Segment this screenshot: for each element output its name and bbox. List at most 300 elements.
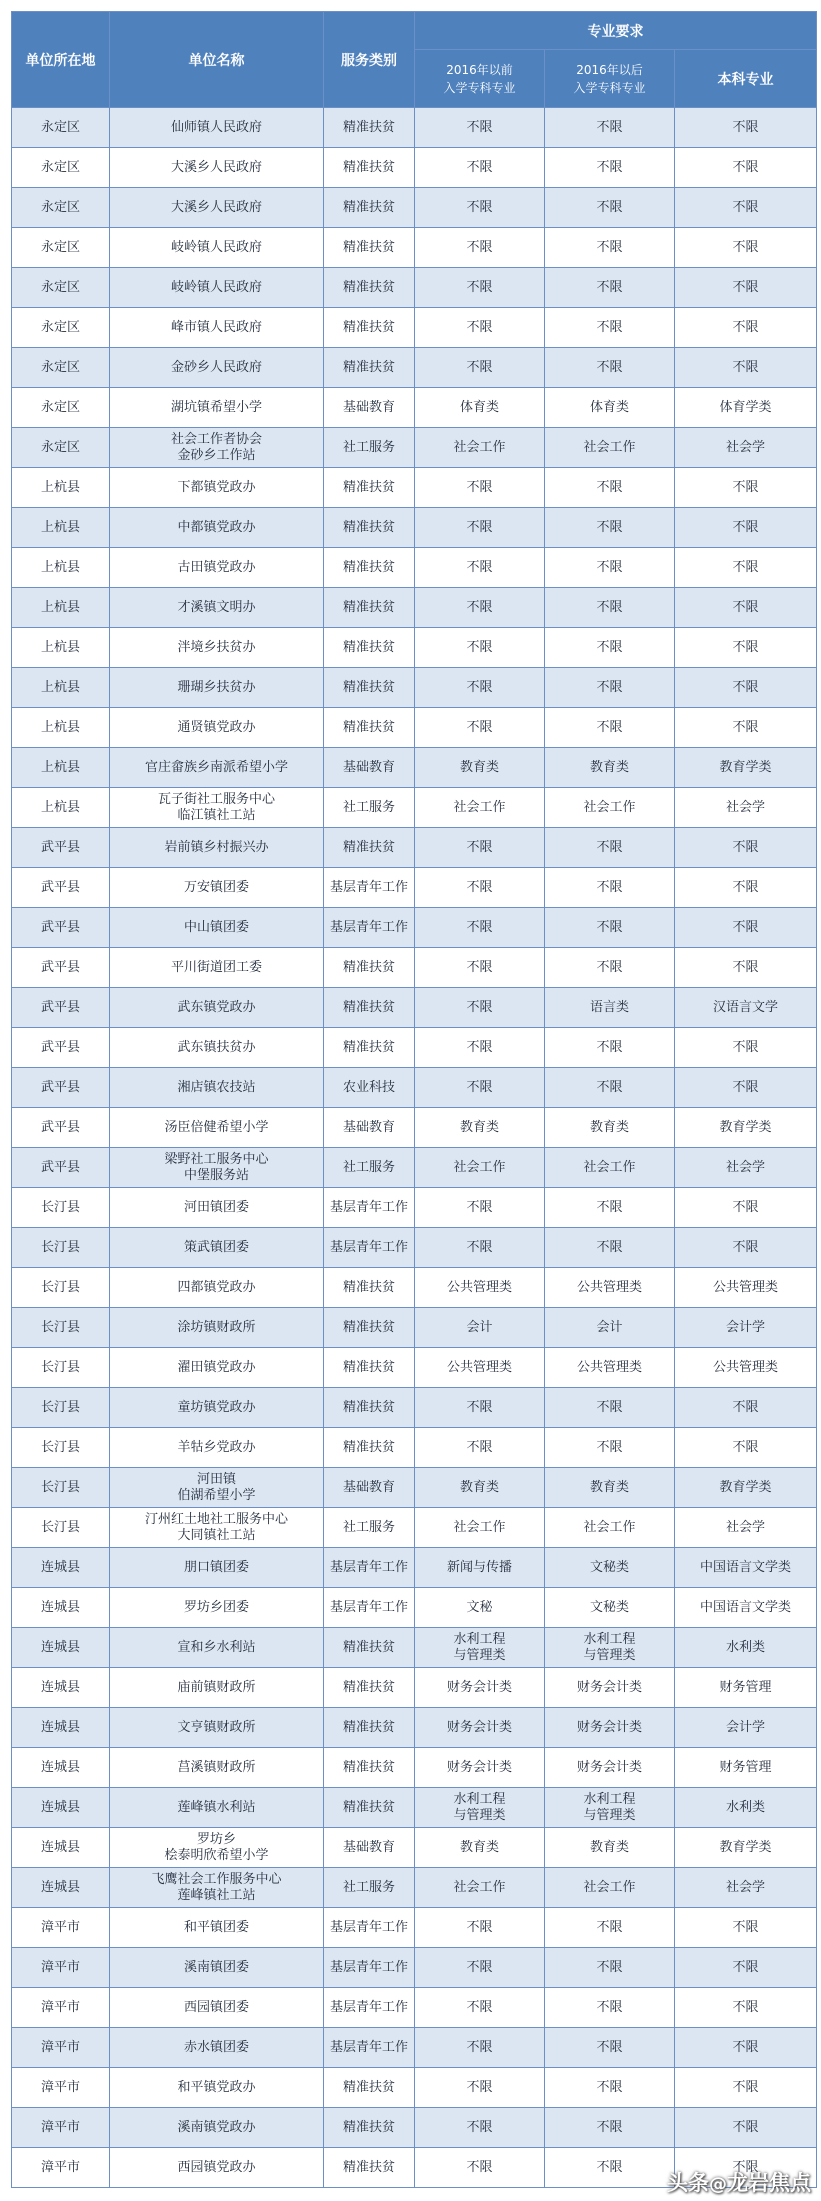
cell-location: 永定区 [12, 308, 110, 348]
cell-unit-name [110, 1868, 324, 1908]
cell-after-2016: 不限 [545, 548, 675, 588]
cell-location: 武平县 [12, 1028, 110, 1068]
cell-service-type: 精准扶贫 [324, 668, 415, 708]
cell-service-type: 社工服务 [324, 1868, 415, 1908]
watermark [667, 2167, 811, 2197]
cell-after-2016: 语言类 [545, 988, 675, 1028]
cell-location: 长汀县 [12, 1228, 110, 1268]
cell-before-2016: 不限 [415, 2068, 545, 2108]
cell-before-2016: 教育类 [415, 1468, 545, 1508]
cell-service-type: 精准扶贫 [324, 628, 415, 668]
cell-service-type: 基层青年工作 [324, 1988, 415, 2028]
cell-location: 连城县 [12, 1828, 110, 1868]
cell-before-2016: 文秘 [415, 1588, 545, 1628]
cell-after-2016: 不限 [545, 1388, 675, 1428]
cell-unit-name: 岐岭镇人民政府 [110, 228, 324, 268]
cell-unit-name: 文亨镇财政所 [110, 1708, 324, 1748]
cell-bachelor: 体育学类 [675, 388, 817, 428]
cell-after-2016: 公共管理类 [545, 1348, 675, 1388]
cell-location: 连城县 [12, 1668, 110, 1708]
cell-service-type: 精准扶贫 [324, 228, 415, 268]
cell-unit-name: 平川街道团工委 [110, 948, 324, 988]
cell-bachelor: 不限 [675, 188, 817, 228]
cell-service-type: 精准扶贫 [324, 1308, 415, 1348]
cell-after-2016: 教育类 [545, 1108, 675, 1148]
cell-service-type: 社工服务 [324, 788, 415, 828]
cell-service-type: 精准扶贫 [324, 2108, 415, 2148]
cell-before-2016: 社会工作 [415, 788, 545, 828]
cell-before-2016 [415, 1628, 545, 1668]
table-row [12, 1148, 817, 1188]
cell-bachelor: 教育学类 [675, 1828, 817, 1868]
cell-line: 瓦子街社工服务中心 [157, 791, 275, 807]
header-after-2016 [545, 50, 675, 108]
cell-service-type: 社工服务 [324, 428, 415, 468]
cell-unit-name: 涂坊镇财政所 [110, 1308, 324, 1348]
cell-location: 漳平市 [12, 2068, 110, 2108]
cell-before-2016: 不限 [415, 628, 545, 668]
cell-bachelor: 中国语言文学类 [675, 1588, 817, 1628]
cell-service-type: 精准扶贫 [324, 188, 415, 228]
watermark-name: 龙岩焦点 [727, 2171, 811, 2195]
cell-location: 漳平市 [12, 2108, 110, 2148]
cell-after-2016: 不限 [545, 2068, 675, 2108]
cell-service-type: 基层青年工作 [324, 1588, 415, 1628]
cell-unit-name: 莲峰镇水利站 [110, 1788, 324, 1828]
table-row [12, 1548, 817, 1588]
cell-before-2016: 社会工作 [415, 428, 545, 468]
cell-after-2016: 不限 [545, 908, 675, 948]
cell-before-2016: 不限 [415, 1988, 545, 2028]
cell-service-type: 精准扶贫 [324, 1788, 415, 1828]
cell-after-2016 [545, 1788, 675, 1828]
cell-unit-name [110, 788, 324, 828]
cell-before-2016: 不限 [415, 1428, 545, 1468]
cell-bachelor: 不限 [675, 628, 817, 668]
cell-unit-name: 罗坊乡团委 [110, 1588, 324, 1628]
cell-unit-name: 岩前镇乡村振兴办 [110, 828, 324, 868]
cell-after-2016: 不限 [545, 268, 675, 308]
cell-service-type: 基层青年工作 [324, 1948, 415, 1988]
table-row [12, 1348, 817, 1388]
cell-service-type: 基层青年工作 [324, 1548, 415, 1588]
cell-after-2016: 社会工作 [545, 1868, 675, 1908]
cell-bachelor: 不限 [675, 1908, 817, 1948]
cell-location: 长汀县 [12, 1268, 110, 1308]
cell-service-type: 基层青年工作 [324, 908, 415, 948]
cell-location: 武平县 [12, 1068, 110, 1108]
cell-bachelor: 不限 [675, 2068, 817, 2108]
cell-after-2016: 不限 [545, 108, 675, 148]
cell-location: 上杭县 [12, 588, 110, 628]
cell-service-type: 精准扶贫 [324, 308, 415, 348]
table-row [12, 1948, 817, 1988]
cell-unit-name: 四都镇党政办 [110, 1268, 324, 1308]
cell-unit-name [110, 1508, 324, 1548]
cell-after-2016: 教育类 [545, 748, 675, 788]
cell-after-2016: 不限 [545, 1988, 675, 2028]
cell-after-2016: 不限 [545, 828, 675, 868]
cell-location: 武平县 [12, 948, 110, 988]
cell-before-2016: 不限 [415, 2108, 545, 2148]
cell-before-2016: 教育类 [415, 748, 545, 788]
table-row [12, 1028, 817, 1068]
cell-before-2016: 不限 [415, 228, 545, 268]
cell-bachelor: 不限 [675, 908, 817, 948]
cell-line: 莲峰镇社工站 [177, 1887, 256, 1903]
cell-bachelor: 不限 [675, 868, 817, 908]
table-row [12, 1788, 817, 1828]
table-container [11, 11, 816, 2188]
cell-location: 武平县 [12, 988, 110, 1028]
cell-unit-name: 湖坑镇希望小学 [110, 388, 324, 428]
cell-location: 漳平市 [12, 1988, 110, 2028]
cell-service-type: 基础教育 [324, 1108, 415, 1148]
table-row [12, 1508, 817, 1548]
cell-line: 与管理类 [453, 1807, 506, 1823]
table-row [12, 1748, 817, 1788]
cell-after-2016: 教育类 [545, 1468, 675, 1508]
cell-after-2016: 不限 [545, 2148, 675, 2188]
cell-location: 漳平市 [12, 2148, 110, 2188]
cell-service-type: 精准扶贫 [324, 1748, 415, 1788]
table-row [12, 1828, 817, 1868]
cell-service-type: 精准扶贫 [324, 828, 415, 868]
cell-location: 永定区 [12, 148, 110, 188]
cell-bachelor: 不限 [675, 2028, 817, 2068]
header-unit-name: 单位名称 [110, 12, 324, 108]
table-row [12, 628, 817, 668]
table-row [12, 828, 817, 868]
cell-after-2016: 不限 [545, 228, 675, 268]
cell-service-type: 基层青年工作 [324, 1908, 415, 1948]
cell-line: 河田镇 [196, 1471, 236, 1487]
cell-bachelor: 不限 [675, 108, 817, 148]
cell-bachelor: 汉语言文学 [675, 988, 817, 1028]
watermark-prefix: 头条 [667, 2171, 709, 2195]
cell-unit-name: 才溪镇文明办 [110, 588, 324, 628]
cell-service-type: 精准扶贫 [324, 1428, 415, 1468]
table-row [12, 228, 817, 268]
cell-unit-name: 和平镇团委 [110, 1908, 324, 1948]
cell-unit-name: 溪南镇党政办 [110, 2108, 324, 2148]
cell-before-2016: 新闻与传播 [415, 1548, 545, 1588]
cell-unit-name: 童坊镇党政办 [110, 1388, 324, 1428]
cell-location: 长汀县 [12, 1388, 110, 1428]
cell-line: 罗坊乡 [196, 1831, 236, 1847]
cell-unit-name: 金砂乡人民政府 [110, 348, 324, 388]
cell-unit-name: 岐岭镇人民政府 [110, 268, 324, 308]
cell-bachelor: 不限 [675, 668, 817, 708]
cell-bachelor: 不限 [675, 1388, 817, 1428]
cell-location: 漳平市 [12, 2028, 110, 2068]
cell-bachelor: 不限 [675, 1428, 817, 1468]
cell-bachelor: 不限 [675, 2108, 817, 2148]
cell-bachelor: 不限 [675, 468, 817, 508]
table-row [12, 988, 817, 1028]
cell-location: 武平县 [12, 1108, 110, 1148]
cell-after-2016 [545, 1628, 675, 1668]
cell-location: 连城县 [12, 1708, 110, 1748]
cell-service-type: 精准扶贫 [324, 1028, 415, 1068]
cell-after-2016: 不限 [545, 948, 675, 988]
cell-line: 水利工程 [453, 1631, 506, 1647]
cell-before-2016: 不限 [415, 2148, 545, 2188]
cell-bachelor: 财务管理 [675, 1668, 817, 1708]
cell-location: 漳平市 [12, 1948, 110, 1988]
header-before-2016-text: 2016年以前 入学专科专业 [443, 62, 516, 95]
cell-location: 上杭县 [12, 628, 110, 668]
cell-unit-name: 策武镇团委 [110, 1228, 324, 1268]
cell-after-2016: 社会工作 [545, 788, 675, 828]
table-row [12, 548, 817, 588]
cell-service-type: 基层青年工作 [324, 2028, 415, 2068]
cell-after-2016: 财务会计类 [545, 1748, 675, 1788]
cell-bachelor: 不限 [675, 828, 817, 868]
table-header [12, 12, 817, 108]
cell-line: 水利工程 [453, 1791, 506, 1807]
cell-unit-name: 汤臣倍健希望小学 [110, 1108, 324, 1148]
cell-before-2016 [415, 1788, 545, 1828]
cell-location: 武平县 [12, 828, 110, 868]
cell-before-2016: 财务会计类 [415, 1708, 545, 1748]
cell-before-2016: 不限 [415, 1228, 545, 1268]
cell-bachelor: 不限 [675, 508, 817, 548]
cell-before-2016: 不限 [415, 1388, 545, 1428]
cell-bachelor: 社会学 [675, 1868, 817, 1908]
header-bachelor: 本科专业 [675, 50, 817, 108]
table-row [12, 2028, 817, 2068]
cell-unit-name: 莒溪镇财政所 [110, 1748, 324, 1788]
cell-before-2016: 不限 [415, 1908, 545, 1948]
cell-service-type: 精准扶贫 [324, 348, 415, 388]
cell-unit-name: 羊牯乡党政办 [110, 1428, 324, 1468]
cell-before-2016: 不限 [415, 828, 545, 868]
cell-line: 与管理类 [583, 1647, 636, 1663]
cell-unit-name: 河田镇团委 [110, 1188, 324, 1228]
cell-before-2016: 不限 [415, 348, 545, 388]
cell-after-2016: 不限 [545, 868, 675, 908]
cell-unit-name: 赤水镇团委 [110, 2028, 324, 2068]
cell-after-2016: 不限 [545, 188, 675, 228]
cell-after-2016: 不限 [545, 148, 675, 188]
cell-after-2016: 不限 [545, 1908, 675, 1948]
table-row [12, 1268, 817, 1308]
cell-before-2016: 不限 [415, 108, 545, 148]
table-row [12, 428, 817, 468]
cell-before-2016: 不限 [415, 948, 545, 988]
cell-bachelor: 不限 [675, 1988, 817, 2028]
cell-after-2016: 不限 [545, 508, 675, 548]
cell-line: 水利工程 [583, 1791, 636, 1807]
cell-service-type: 精准扶贫 [324, 1268, 415, 1308]
cell-service-type: 基础教育 [324, 748, 415, 788]
cell-location: 长汀县 [12, 1348, 110, 1388]
cell-unit-name: 武东镇党政办 [110, 988, 324, 1028]
table-row [12, 2068, 817, 2108]
cell-service-type: 基础教育 [324, 1468, 415, 1508]
table-row [12, 1868, 817, 1908]
table-row [12, 1108, 817, 1148]
table-row [12, 148, 817, 188]
table-row [12, 948, 817, 988]
cell-line: 中堡服务站 [183, 1167, 249, 1183]
cell-service-type: 基层青年工作 [324, 1188, 415, 1228]
table-row [12, 588, 817, 628]
cell-before-2016: 不限 [415, 988, 545, 1028]
table-row [12, 2108, 817, 2148]
cell-location: 武平县 [12, 908, 110, 948]
cell-service-type: 精准扶贫 [324, 948, 415, 988]
table-row [12, 1708, 817, 1748]
cell-bachelor: 财务管理 [675, 1748, 817, 1788]
header-service-type: 服务类别 [324, 12, 415, 108]
cell-service-type: 基础教育 [324, 388, 415, 428]
cell-location: 长汀县 [12, 1188, 110, 1228]
table-row [12, 508, 817, 548]
table-row [12, 1588, 817, 1628]
cell-bachelor: 不限 [675, 2148, 817, 2188]
cell-after-2016: 不限 [545, 468, 675, 508]
cell-unit-name: 宣和乡水利站 [110, 1628, 324, 1668]
cell-before-2016: 社会工作 [415, 1508, 545, 1548]
cell-before-2016: 不限 [415, 908, 545, 948]
cell-bachelor: 不限 [675, 1948, 817, 1988]
cell-before-2016: 教育类 [415, 1108, 545, 1148]
cell-unit-name [110, 1468, 324, 1508]
cell-location: 长汀县 [12, 1508, 110, 1548]
cell-before-2016: 不限 [415, 308, 545, 348]
cell-unit-name: 珊瑚乡扶贫办 [110, 668, 324, 708]
cell-bachelor: 不限 [675, 348, 817, 388]
cell-service-type: 基层青年工作 [324, 868, 415, 908]
cell-before-2016: 财务会计类 [415, 1668, 545, 1708]
cell-line: 汀州红土地社工服务中心 [144, 1511, 288, 1527]
cell-service-type: 精准扶贫 [324, 1628, 415, 1668]
cell-service-type: 精准扶贫 [324, 148, 415, 188]
cell-location: 上杭县 [12, 668, 110, 708]
cell-location: 武平县 [12, 868, 110, 908]
cell-unit-name: 濯田镇党政办 [110, 1348, 324, 1388]
cell-after-2016: 不限 [545, 1068, 675, 1108]
cell-before-2016: 公共管理类 [415, 1268, 545, 1308]
cell-after-2016: 财务会计类 [545, 1668, 675, 1708]
cell-unit-name: 大溪乡人民政府 [110, 148, 324, 188]
cell-service-type: 精准扶贫 [324, 588, 415, 628]
cell-location: 连城县 [12, 1548, 110, 1588]
cell-location: 上杭县 [12, 788, 110, 828]
cell-line: 桧泰明欣希望小学 [164, 1847, 269, 1863]
header-before-2016 [415, 50, 545, 108]
table-row [12, 188, 817, 228]
header-after-2016-text: 2016年以后 入学专科专业 [573, 62, 646, 95]
cell-before-2016: 不限 [415, 1948, 545, 1988]
table-row [12, 1228, 817, 1268]
cell-bachelor: 教育学类 [675, 1468, 817, 1508]
cell-location: 上杭县 [12, 508, 110, 548]
table-row [12, 1668, 817, 1708]
cell-location: 永定区 [12, 228, 110, 268]
cell-bachelor: 不限 [675, 1188, 817, 1228]
cell-unit-name: 西园镇党政办 [110, 2148, 324, 2188]
cell-location: 永定区 [12, 188, 110, 228]
cell-before-2016: 社会工作 [415, 1148, 545, 1188]
cell-bachelor: 水利类 [675, 1628, 817, 1668]
cell-service-type: 精准扶贫 [324, 2068, 415, 2108]
cell-service-type: 精准扶贫 [324, 1668, 415, 1708]
cell-after-2016: 不限 [545, 628, 675, 668]
cell-before-2016: 公共管理类 [415, 1348, 545, 1388]
table-row [12, 1988, 817, 2028]
cell-before-2016: 不限 [415, 668, 545, 708]
table-row [12, 868, 817, 908]
cell-after-2016: 不限 [545, 2028, 675, 2068]
cell-unit-name: 西园镇团委 [110, 1988, 324, 2028]
cell-service-type: 精准扶贫 [324, 508, 415, 548]
cell-bachelor: 不限 [675, 228, 817, 268]
header-location: 单位所在地 [12, 12, 110, 108]
table-row [12, 1908, 817, 1948]
cell-before-2016: 不限 [415, 508, 545, 548]
cell-after-2016: 教育类 [545, 1828, 675, 1868]
cell-bachelor: 公共管理类 [675, 1268, 817, 1308]
cell-service-type: 基层青年工作 [324, 1228, 415, 1268]
cell-line: 社会工作者协会 [170, 431, 262, 447]
cell-location: 漳平市 [12, 1908, 110, 1948]
cell-before-2016: 不限 [415, 868, 545, 908]
cell-unit-name [110, 1148, 324, 1188]
cell-line: 临江镇社工站 [177, 807, 256, 823]
cell-unit-name: 古田镇党政办 [110, 548, 324, 588]
cell-after-2016: 不限 [545, 1228, 675, 1268]
cell-before-2016: 不限 [415, 468, 545, 508]
cell-location: 长汀县 [12, 1468, 110, 1508]
cell-bachelor: 不限 [675, 1068, 817, 1108]
cell-unit-name: 大溪乡人民政府 [110, 188, 324, 228]
cell-location: 永定区 [12, 268, 110, 308]
cell-unit-name: 泮境乡扶贫办 [110, 628, 324, 668]
cell-before-2016: 不限 [415, 1188, 545, 1228]
cell-unit-name: 中都镇党政办 [110, 508, 324, 548]
cell-after-2016: 不限 [545, 1428, 675, 1468]
cell-bachelor: 水利类 [675, 1788, 817, 1828]
cell-before-2016: 会计 [415, 1308, 545, 1348]
table-row [12, 348, 817, 388]
cell-after-2016: 体育类 [545, 388, 675, 428]
cell-after-2016: 社会工作 [545, 428, 675, 468]
cell-line: 与管理类 [583, 1807, 636, 1823]
cell-before-2016: 不限 [415, 268, 545, 308]
cell-after-2016: 公共管理类 [545, 1268, 675, 1308]
cell-before-2016: 不限 [415, 708, 545, 748]
cell-service-type: 精准扶贫 [324, 708, 415, 748]
cell-bachelor: 不限 [675, 148, 817, 188]
cell-service-type: 农业科技 [324, 1068, 415, 1108]
cell-service-type: 精准扶贫 [324, 1708, 415, 1748]
cell-line: 梁野社工服务中心 [164, 1151, 269, 1167]
cell-unit-name: 通贤镇党政办 [110, 708, 324, 748]
cell-service-type: 社工服务 [324, 1508, 415, 1548]
cell-after-2016: 财务会计类 [545, 1708, 675, 1748]
cell-unit-name: 和平镇党政办 [110, 2068, 324, 2108]
table-row [12, 748, 817, 788]
cell-after-2016: 社会工作 [545, 1148, 675, 1188]
cell-line: 水利工程 [583, 1631, 636, 1647]
cell-after-2016: 社会工作 [545, 1508, 675, 1548]
header-major-requirements: 专业要求 [415, 12, 817, 50]
cell-bachelor: 不限 [675, 1028, 817, 1068]
cell-bachelor: 不限 [675, 588, 817, 628]
